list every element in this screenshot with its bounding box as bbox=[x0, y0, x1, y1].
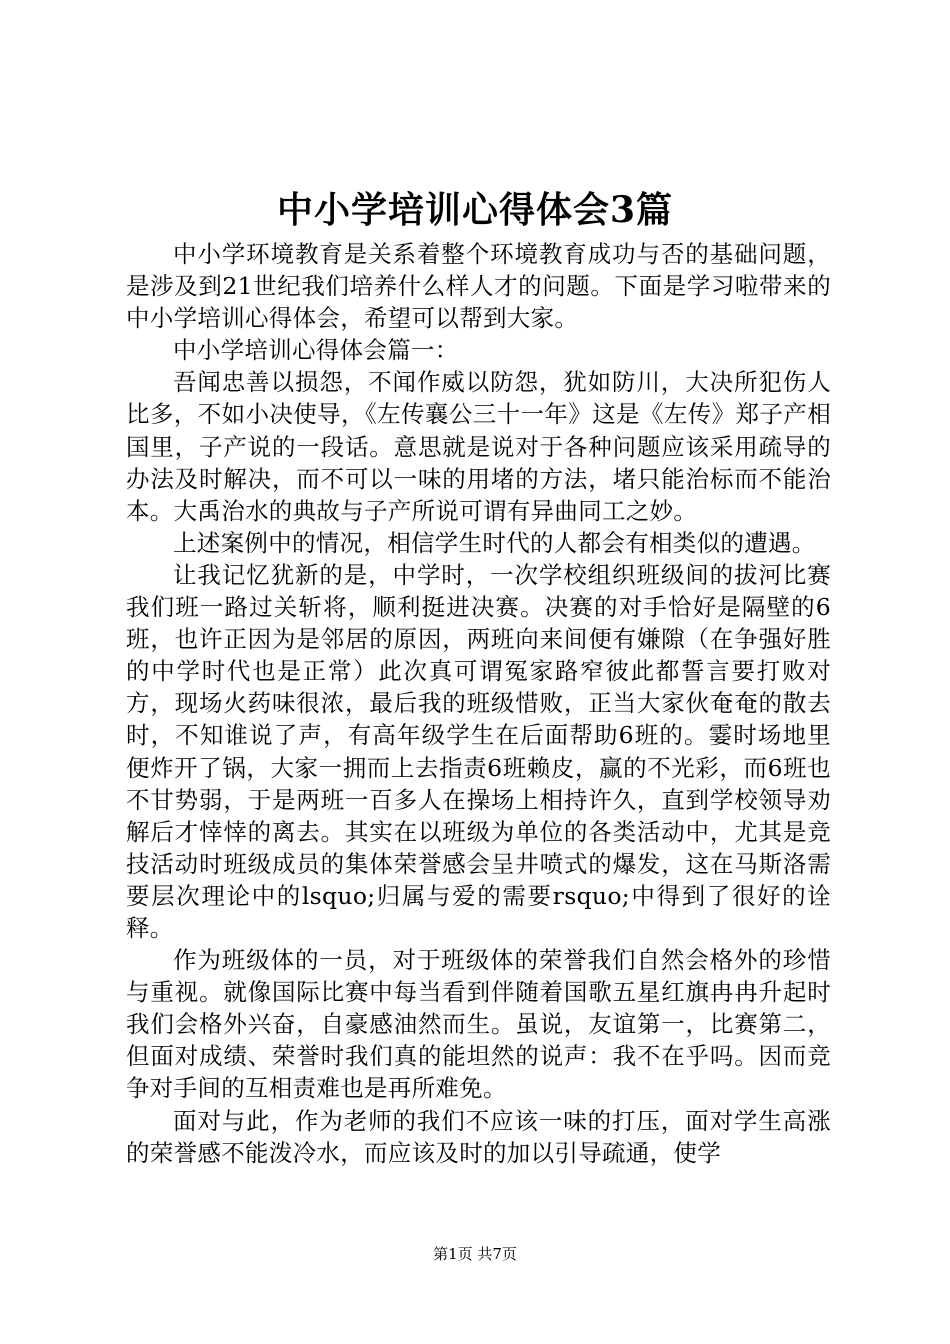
paragraph-intro: 中小学环境教育是关系着整个环境教育成功与否的基础问题，是涉及到21世纪我们培养什么样人才的问题。下面是学习啦带来的中小学培训心得体会，希望可以帮到大家。 bbox=[126, 240, 831, 333]
paragraph: 作为班级体的一员，对于班级体的荣誉我们自然会格外的珍惜与重视。就像国际比赛中每当看到伴随着国歌五星红旗冉冉升起时我们会格外兴奋，自豪感油然而生。虽说，友谊第一，比赛第二，但面对成绩、荣誉时我们真的能坦然的说声：我不在乎吗。因而竞争对手间的互相责难也是再所难免。 bbox=[126, 946, 831, 1103]
section-heading: 中小学培训心得体会篇一： bbox=[173, 336, 459, 365]
paragraph: 面对与此，作为老师的我们不应该一味的打压，面对学生高涨的荣誉感不能泼冷水，而应该及时的加以引导疏通，使学 bbox=[126, 1106, 831, 1167]
paragraph: 上述案例中的情况，相信学生时代的人都会有相类似的遭遇。 bbox=[173, 528, 816, 557]
document-title: 中小学培训心得体会3篇 bbox=[276, 189, 674, 231]
paragraph: 让我记忆犹新的是，中学时，一次学校组织班级间的拔河比赛我们班一路过关斩将，顺利挺进决赛。决赛的对手恰好是隔壁的6班，也许正因为是邻居的原因，两班向来间便有嫌隙（在争强好胜的中学时代也是正常）此次真可谓冤家路窄彼此都誓言要打败对方，现场火药味很浓，最后我的班级惜败，正当大家伙奄奄的散去时，不知谁说了声，有高年级学生在后面帮助6班的。霎时场地里便炸开了锅，大家一拥而上去指责6班赖皮，赢的不光彩，而6班也不甘势弱，于是两班一百多人在操场上相持许久，直到学校领导劝解后才悻悻的离去。其实在以班级为单位的各类活动中，尤其是竞技活动时班级成员的集体荣誉感会呈井喷式的爆发，这在马斯洛需要层次理论中的lsquo;归属与爱的需要rsquo;中得到了很好的诠释。 bbox=[126, 560, 831, 942]
paragraph: 吾闻忠善以损怨，不闻作威以防怨，犹如防川，大决所犯伤人比多，不如小决使导，《左传襄公三十一年》这是《左传》郑子产相国里，子产说的一段话。意思就是说对于各种问题应该采用疏导的办法及时解决，而不可以一味的用堵的方法，堵只能治标而不能治本。大禹治水的典故与子产所说可谓有异曲同工之妙。 bbox=[126, 368, 831, 525]
document-body bbox=[126, 238, 831, 1169]
page-number-footer: 第1页 共7页 bbox=[433, 1245, 517, 1263]
